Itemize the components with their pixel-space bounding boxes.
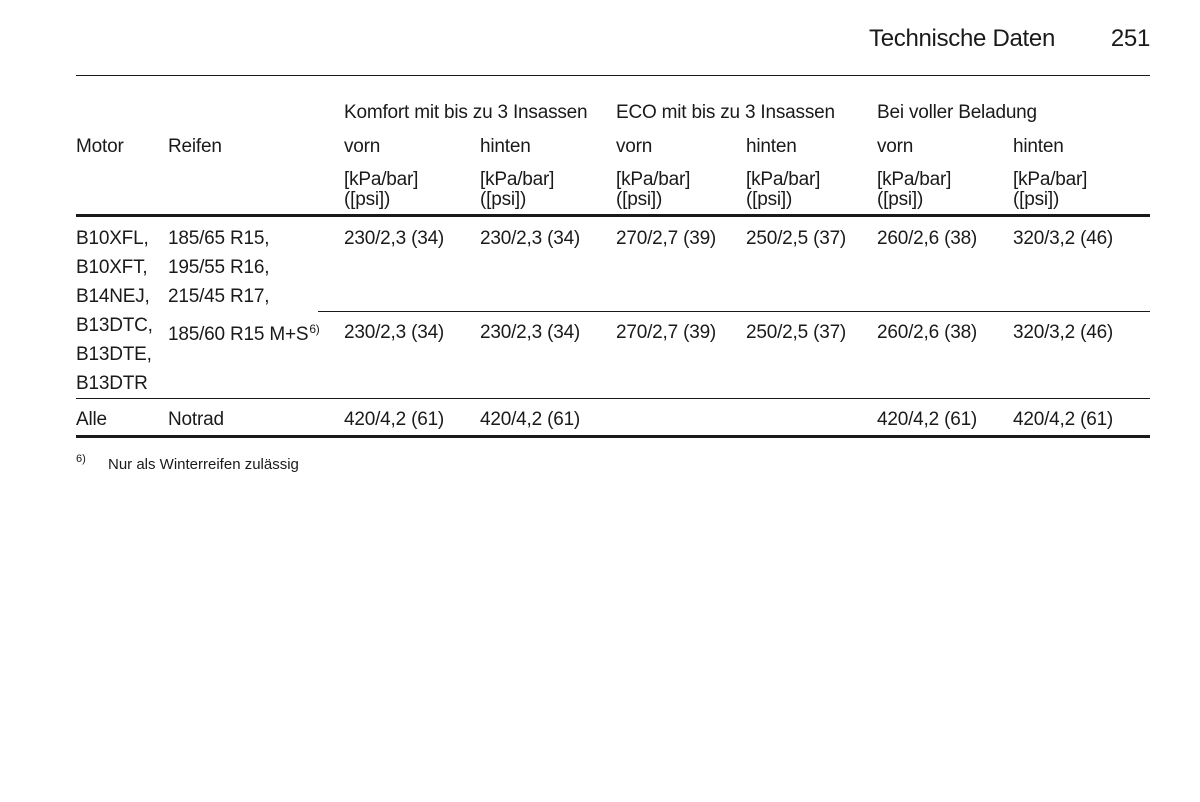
column-header-reifen: Reifen [168, 136, 222, 157]
pressure-value: 320/3,2 (46) [1013, 228, 1114, 249]
motor-code: B14NEJ, [76, 286, 150, 307]
motor-code: Alle [76, 409, 107, 430]
pressure-value: 420/4,2 (61) [480, 409, 581, 430]
unit-label: [kPa/bar] ([psi]) [1013, 169, 1088, 210]
pressure-value: 250/2,5 (37) [746, 322, 847, 343]
group-header-komfort: Komfort mit bis zu 3 Insassen [344, 102, 588, 123]
pressure-value: 260/2,6 (38) [877, 228, 978, 249]
motor-code: B13DTR [76, 373, 148, 394]
unit-label: [kPa/bar] ([psi]) [877, 169, 952, 210]
pressure-value: 260/2,6 (38) [877, 322, 978, 343]
tire-size: 215/45 R17, [168, 286, 270, 307]
motor-code: B10XFL, [76, 228, 149, 249]
motor-code: B10XFT, [76, 257, 148, 278]
unit-label: [kPa/bar] ([psi]) [616, 169, 691, 210]
section-title: Technische Daten [869, 25, 1055, 52]
pressure-value: 230/2,3 (34) [480, 228, 581, 249]
pressure-value: 250/2,5 (37) [746, 228, 847, 249]
pressure-value: 320/3,2 (46) [1013, 322, 1114, 343]
pressure-value: 270/2,7 (39) [616, 228, 717, 249]
group-header-volle-beladung: Bei voller Beladung [877, 102, 1037, 123]
pressure-value: 420/4,2 (61) [877, 409, 978, 430]
table-bottom-rule [76, 435, 1150, 438]
unit-label: [kPa/bar] ([psi]) [344, 169, 419, 210]
row-divider [76, 398, 1150, 399]
pressure-value: 420/4,2 (61) [1013, 409, 1114, 430]
tire-size: Notrad [168, 409, 224, 430]
subheader-hinten: hinten [746, 136, 797, 157]
tire-size: 185/65 R15, [168, 228, 270, 249]
subheader-hinten: hinten [1013, 136, 1064, 157]
subheader-vorn: vorn [877, 136, 914, 157]
column-header-motor: Motor [76, 136, 124, 157]
footnote-mark: 6) [76, 453, 86, 465]
tire-size: 185/60 R15 M+S$^{6)}$ [168, 322, 320, 345]
page-number: 251 [1110, 25, 1150, 52]
header-bottom-rule [76, 214, 1150, 217]
pressure-value: 420/4,2 (61) [344, 409, 445, 430]
tire-size: 195/55 R16, [168, 257, 270, 278]
group-header-eco: ECO mit bis zu 3 Insassen [616, 102, 835, 123]
pressure-value: 230/2,3 (34) [344, 322, 445, 343]
motor-code: B13DTC, [76, 315, 153, 336]
row-divider [318, 311, 1150, 312]
pressure-value: 230/2,3 (34) [344, 228, 445, 249]
pressure-value: 230/2,3 (34) [480, 322, 581, 343]
tire-pressure-table [76, 0, 1150, 440]
pressure-value: 270/2,7 (39) [616, 322, 717, 343]
subheader-vorn: vorn [616, 136, 653, 157]
unit-label: [kPa/bar] ([psi]) [480, 169, 555, 210]
footnote-text: Nur als Winterreifen zulässig [108, 456, 299, 473]
footnote-reference: 6) [309, 322, 320, 336]
subheader-hinten: hinten [480, 136, 531, 157]
subheader-vorn: vorn [344, 136, 381, 157]
unit-label: [kPa/bar] ([psi]) [746, 169, 821, 210]
motor-code: B13DTE, [76, 344, 152, 365]
